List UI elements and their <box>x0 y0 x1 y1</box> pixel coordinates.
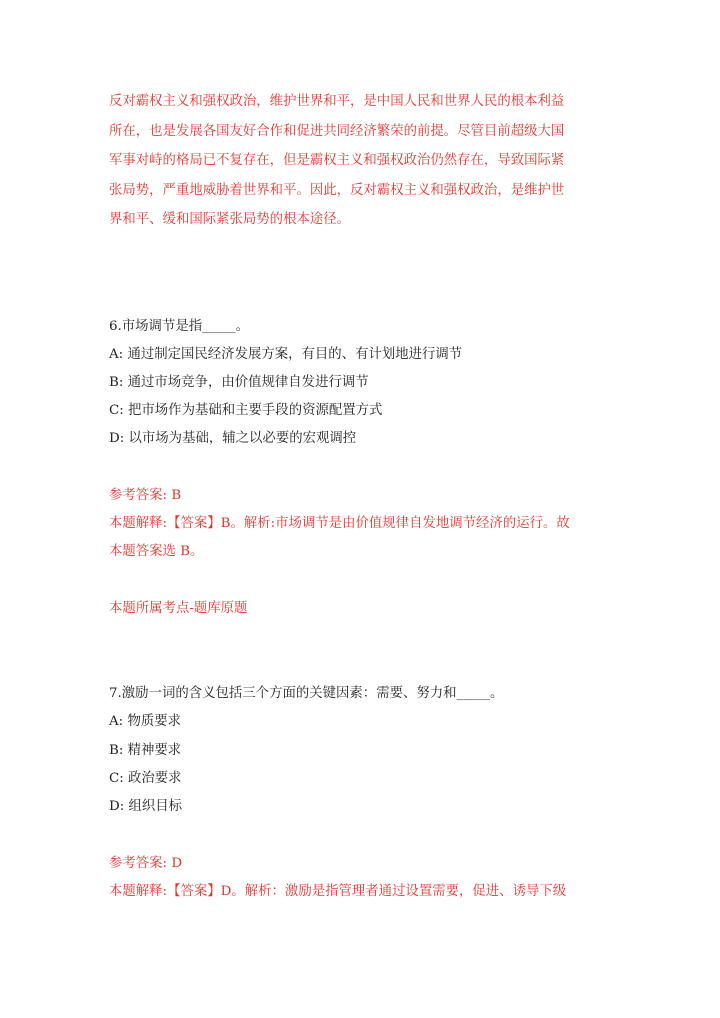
q7-option-a: A: 物质要求 <box>109 714 182 729</box>
q6-option-a: A: 通过制定国民经济发展方案，有目的、有计划地进行调节 <box>109 347 463 362</box>
intro-line: 反对霸权主义和强权政治，维护世界和平，是中国人民和世界人民的根本利益 <box>109 94 565 109</box>
q6-option-c: C: 把市场作为基础和主要手段的资源配置方式 <box>109 403 383 418</box>
intro-line: 张局势，严重地威胁着世界和平。因此，反对霸权主义和强权政治，是维护世 <box>109 182 565 198</box>
q6-source: 本题所属考点-题库原题 <box>109 601 248 616</box>
q7-answer: 参考答案: D <box>109 856 183 871</box>
q7-question: 7.激励一词的含义包括三个方面的关键因素：需要、努力和_____。 <box>109 686 504 701</box>
intro-line: 界和平、缓和国际紧张局势的根本途径。 <box>109 212 351 227</box>
q6-option-b: B: 通过市场竞争，由价值规律自发进行调节 <box>109 375 369 390</box>
intro-line: 军事对峙的格局已不复存在，但是霸权主义和强权政治仍然存在，导致国际紧 <box>109 153 565 168</box>
intro-paragraph <box>109 87 614 235</box>
q6-option-d: D: 以市场为基础，辅之以必要的宏观调控 <box>109 431 357 446</box>
q6-question: 6.市场调节是指_____。 <box>109 319 249 334</box>
q7-explanation-line: 本题解释:【答案】D。解析：激励是指管理者通过设置需要，促进、诱导下级 <box>109 884 567 899</box>
q7-option-d: D: 组织目标 <box>109 799 183 814</box>
q7-option-b: B: 精神要求 <box>109 743 182 758</box>
q6-explanation-line: 本题解释:【答案】B。解析:市场调节是由价值规律自发地调节经济的运行。故 <box>109 516 570 531</box>
intro-line: 所在，也是发展各国友好合作和促进共同经济繁荣的前提。尽管目前超级大国 <box>109 123 565 139</box>
q6-answer: 参考答案: B <box>109 488 182 503</box>
q7-option-c: C: 政治要求 <box>109 771 182 786</box>
q6-explanation-line: 本题答案选 B。 <box>109 544 204 559</box>
